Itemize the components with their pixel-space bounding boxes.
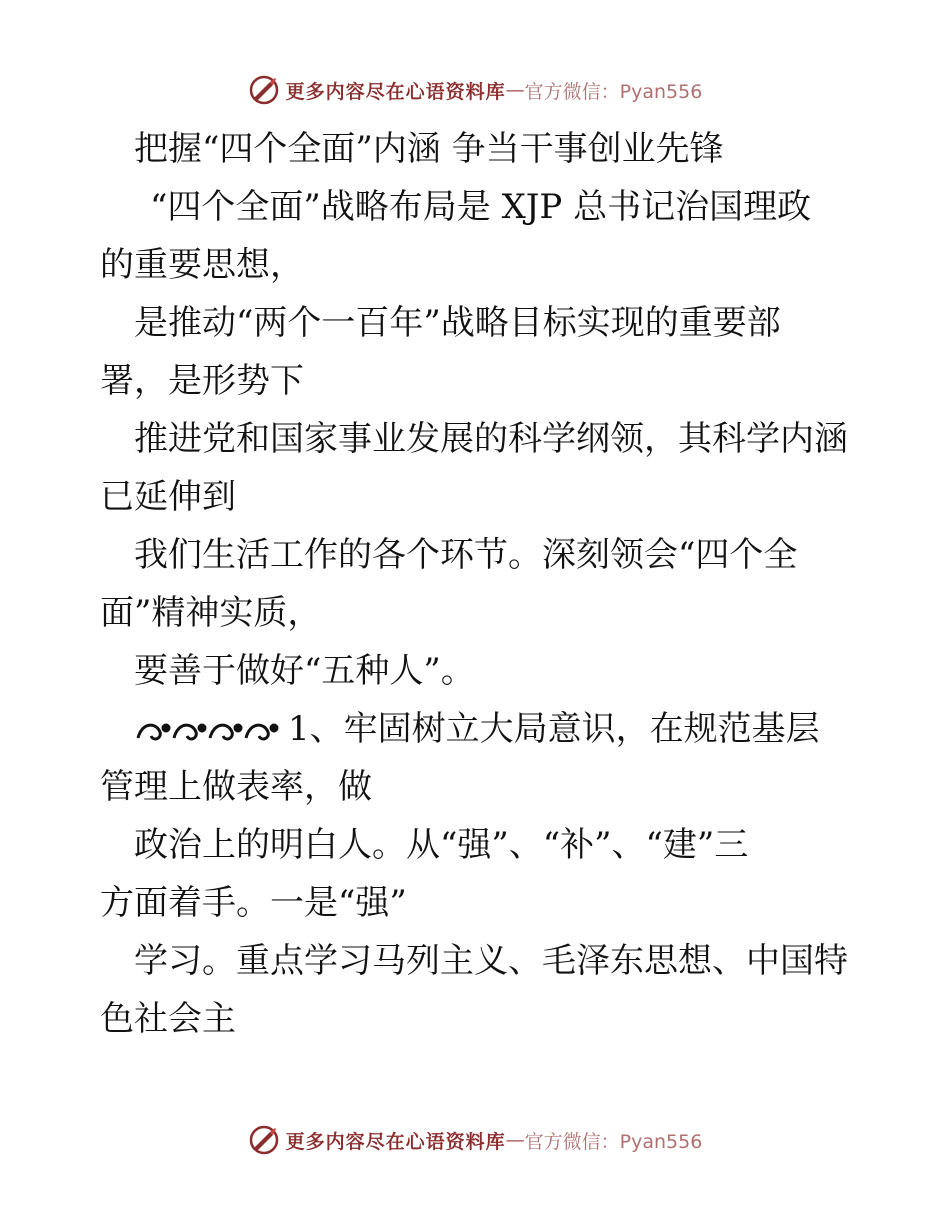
paragraph-line: 已延伸到 [100, 477, 236, 517]
paragraph-line: 政治上的明白人。从“强”、“补”、“建”三 [134, 825, 749, 865]
watermark-main-text: 更多内容尽在心语资料库 [285, 80, 506, 103]
watermark-separator: — [505, 79, 525, 101]
header-watermark [0, 70, 950, 110]
paragraph-line: 我们生活工作的各个环节。深刻领会“四个全 [134, 535, 798, 575]
paragraph-line: 的重要思想， [100, 245, 304, 285]
paragraph-line: 方面着手。一是“强” [100, 883, 407, 923]
watermark-wechat-text: 官方微信：Pyan556 [524, 1130, 703, 1153]
paragraph-line: 管理上做表率，做 [100, 767, 372, 807]
paragraph-line: 推进党和国家事业发展的科学纲领，其科学内涵 [134, 419, 848, 459]
paragraph-line: 要善于做好“五种人”。 [134, 651, 475, 691]
footer-watermark [0, 1120, 950, 1160]
paragraph-line: 面”精神实质， [100, 593, 322, 633]
paragraph-line: 是推动“两个一百年”战略目标实现的重要部 [134, 303, 781, 343]
pen-logo-icon [248, 1124, 280, 1156]
pen-logo-icon [248, 74, 280, 106]
watermark-main-text: 更多内容尽在心语资料库 [285, 1130, 506, 1153]
paragraph-line: 学习。重点学习马列主义、毛泽东思想、中国特 [134, 941, 848, 981]
numbered-point-line [100, 700, 860, 758]
numbered-point-text: 1、牢固树立大局意识，在规范基层 [288, 709, 820, 749]
watermark-separator: — [505, 1129, 525, 1151]
paragraph-line: 色社会主 [100, 999, 236, 1039]
document-title: 把握“四个全面”内涵 争当干事创业先锋 [134, 129, 724, 169]
paragraph-line: 署，是形势下 [100, 361, 304, 401]
ornament-swirl-icon [134, 716, 284, 746]
watermark-wechat-text: 官方微信：Pyan556 [524, 80, 703, 103]
paragraph-line: “四个全面”战略布局是 XJP 总书记治国理政 [150, 187, 812, 227]
document-body [100, 120, 860, 1048]
